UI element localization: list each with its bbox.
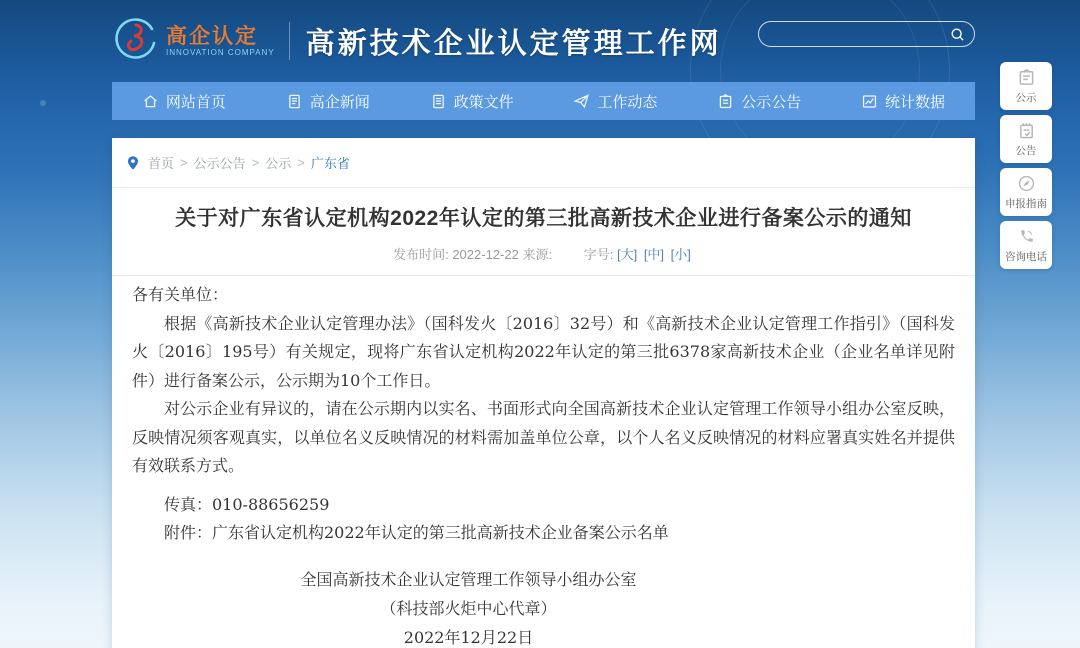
attachment-line: 附件：广东省认定机构2022年认定的第三批高新技术企业备案公示名单 xyxy=(164,523,669,542)
source-label: 来源: xyxy=(522,247,553,262)
widget-publicity[interactable] xyxy=(1000,62,1052,110)
location-pin-icon xyxy=(126,155,142,171)
home-icon xyxy=(142,93,159,110)
signature-agency: （科技部火炬中心代章） xyxy=(380,598,557,618)
breadcrumb-separator: > xyxy=(297,155,305,170)
nav-label: 网站首页 xyxy=(165,93,226,111)
signature-block xyxy=(132,565,955,648)
nav-item-home[interactable] xyxy=(112,82,256,120)
widget-label: 申报指南 xyxy=(1005,197,1047,210)
breadcrumb xyxy=(112,138,975,188)
fontsize-label: 字号: xyxy=(583,247,614,262)
nav-label: 公示公告 xyxy=(741,93,802,111)
side-widgets xyxy=(1000,62,1052,274)
clipboard-icon xyxy=(717,93,734,110)
stats-icon xyxy=(861,93,878,110)
nav-item-announcements[interactable] xyxy=(687,82,831,120)
breadcrumb-announcements[interactable]: 公示公告 xyxy=(193,156,246,171)
article-meta xyxy=(112,244,975,263)
paragraph: 对公示企业有异议的，请在公示期内以实名、书面形式向全国高新技术企业认定管理工作领导小组办公室反映，反映情况须客观真实，以单位名义反映情况的材料需加盖单位公章，以个人名义反映情况的材料应署真实姓名并提供有效联系方式。 xyxy=(132,399,955,475)
widget-label: 公示 xyxy=(1015,91,1037,104)
publish-date: 发布时间: 2022-12-22 xyxy=(393,247,519,262)
send-icon xyxy=(573,93,590,110)
salutation: 各有关单位： xyxy=(132,285,229,304)
fontsize-large-button[interactable]: [大] xyxy=(616,247,638,262)
nav-label: 统计数据 xyxy=(885,93,946,111)
search-icon[interactable] xyxy=(949,26,966,43)
news-icon xyxy=(286,93,303,110)
widget-notice[interactable] xyxy=(1000,115,1052,163)
header-divider xyxy=(289,22,290,60)
main-nav xyxy=(112,82,975,120)
content-card xyxy=(112,138,975,648)
fontsize-small-button[interactable]: [小] xyxy=(670,247,691,262)
policy-icon xyxy=(430,93,447,110)
breadcrumb-current[interactable]: 广东省 xyxy=(310,156,350,171)
compass-icon xyxy=(1017,174,1036,193)
widget-label: 咨询电话 xyxy=(1005,250,1047,263)
nav-item-updates[interactable] xyxy=(543,82,687,120)
logo-text-zh: 高企认定 xyxy=(166,24,258,48)
clipboard-icon xyxy=(1017,68,1036,87)
notice-icon xyxy=(1017,121,1036,140)
breadcrumb-separator: > xyxy=(251,155,260,170)
widget-consult-phone[interactable] xyxy=(1000,221,1052,269)
phone-icon xyxy=(1017,227,1036,246)
nav-label: 政策文件 xyxy=(453,93,514,111)
fontsize-medium-button[interactable]: [中] xyxy=(643,247,665,262)
decoration-dot xyxy=(40,100,46,106)
paragraph: 根据《高新技术企业认定管理办法》（国科发火〔2016〕32号）和《高新技术企业认定管理工作指引》（国科发火〔2016〕195号）有关规定，现将广东省认定机构2022年认定的第三批6378家高新技术企业（企业名单详见附件）进行备案公示，公示期为10个工作日。 xyxy=(132,313,955,390)
breadcrumb-publicity[interactable]: 公示 xyxy=(265,156,292,171)
article-body xyxy=(112,276,975,648)
site-title: 高新技术企业认定管理工作网 xyxy=(305,27,722,60)
nav-item-policy[interactable] xyxy=(400,82,544,120)
nav-item-news[interactable] xyxy=(256,82,400,120)
search-box[interactable] xyxy=(758,21,975,47)
nav-item-statistics[interactable] xyxy=(831,82,975,120)
widget-label: 公告 xyxy=(1015,144,1037,157)
site-logo[interactable] xyxy=(112,16,275,67)
breadcrumb-home[interactable]: 首页 xyxy=(148,156,175,171)
nav-label: 工作动态 xyxy=(597,93,658,111)
search-input[interactable] xyxy=(771,27,949,42)
logo-text-en: INNOVATION COMPANY xyxy=(166,47,275,57)
signature-org: 全国高新技术企业认定管理工作领导小组办公室 xyxy=(300,569,637,589)
site-header xyxy=(112,0,975,82)
signature-date: 2022年12月22日 xyxy=(403,627,534,647)
article-title: 关于对广东省认定机构2022年认定的第三批高新技术企业进行备案公示的通知 xyxy=(175,207,912,230)
logo-swirl-icon xyxy=(112,16,158,67)
widget-application-guide[interactable] xyxy=(1000,168,1052,216)
breadcrumb-separator: > xyxy=(180,155,188,170)
fax-line: 传真：010-88656259 xyxy=(164,494,330,514)
nav-label: 高企新闻 xyxy=(309,93,370,111)
